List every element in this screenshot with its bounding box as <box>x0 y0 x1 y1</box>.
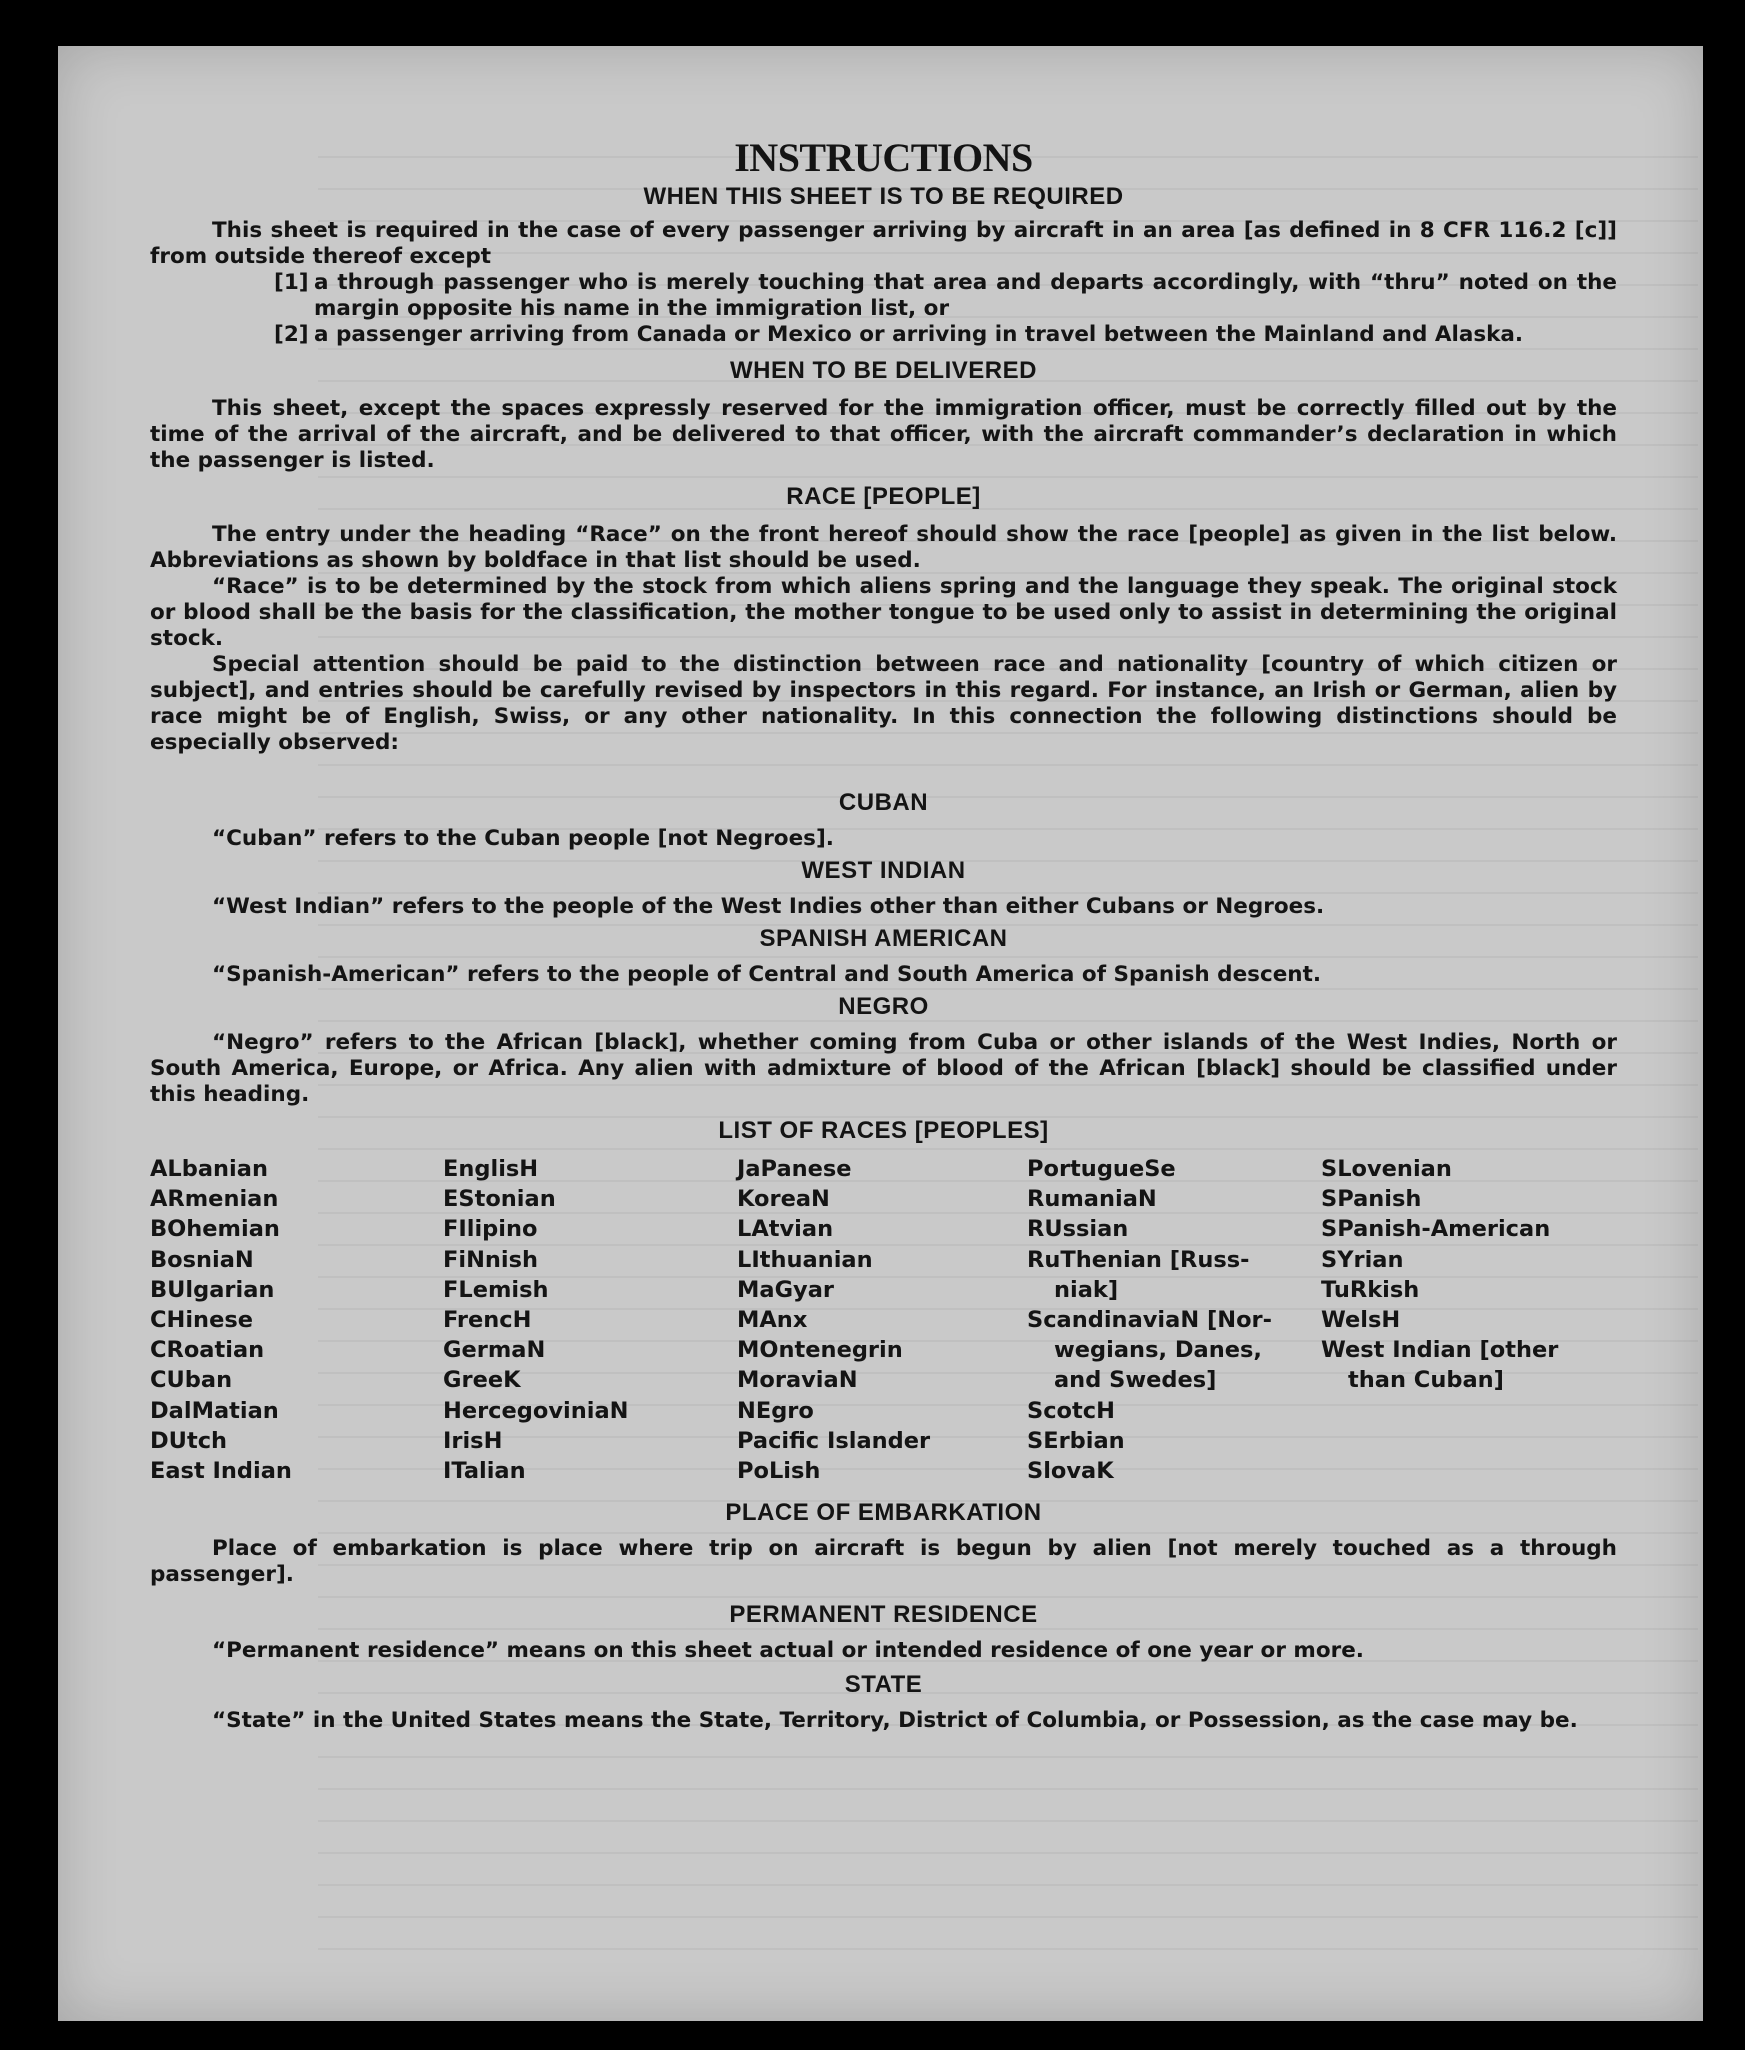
section-state <box>150 1672 1617 1734</box>
state-text: “State” in the United States means the State, Territory, District of Columbia, or Possession, as the case may be. <box>212 1708 1578 1734</box>
race-entry: PortugueSe <box>1027 1156 1176 1182</box>
race-entry: KoreaN <box>737 1186 830 1213</box>
residence-text: “Permanent residence” means on this sheet actual or intended residence of one year or more. <box>212 1638 1364 1664</box>
race-entry: RumaniaN <box>1027 1186 1157 1213</box>
race-entry: CHinese <box>150 1307 253 1334</box>
race-entry: MAnx <box>737 1307 808 1334</box>
race-entry: IrisH <box>443 1427 503 1454</box>
race-paragraph-2: “Race” is to be determined by the stock from which aliens spring and the language they speak. The original stock or blood shall be the basis for the classification, the mother tongue to be used only to assist in determining the original stock. <box>150 574 1617 651</box>
exception-item <box>150 322 1617 348</box>
heading-spanish-american: SPANISH AMERICAN <box>759 925 1008 952</box>
race-paragraph-1: The entry under the heading “Race” on the front hereof should show the race [people] as given in the list below. Abbreviations as shown by boldface in that list should be used. <box>150 522 1617 573</box>
race-entry: SLovenian <box>1321 1156 1452 1182</box>
heading-negro: NEGRO <box>838 993 929 1020</box>
west-indian-text: “West Indian” refers to the people of the West Indies other than either Cubans or Negroes. <box>212 894 1325 919</box>
race-entry: LAtvian <box>737 1216 834 1243</box>
when-delivered-text: This sheet, except the spaces expressly reserved for the immigration officer, must be correctly filled out by the time of the arrival of the aircraft, and be delivered to that officer, with the aircraft commander’s declaration in which the passenger is listed. <box>150 396 1617 473</box>
exception-item <box>150 270 1617 322</box>
heading-when-delivered: WHEN TO BE DELIVERED <box>730 357 1037 384</box>
race-entry: PoLish <box>737 1458 821 1485</box>
race-entry: LIthuanian <box>737 1246 873 1273</box>
race-entry: JaPanese <box>737 1156 852 1182</box>
section-race-list <box>150 1118 1617 1486</box>
race-entry: DUtch <box>150 1427 228 1454</box>
race-entry: SPanish <box>1321 1186 1422 1213</box>
heading-race-list: LIST OF RACES [PEOPLES] <box>718 1117 1049 1144</box>
race-entry: ALbanian <box>150 1156 268 1182</box>
race-entry: DalMatian <box>150 1397 279 1424</box>
race-entry: BosniaN <box>150 1246 254 1273</box>
race-entry: WelsH <box>1321 1307 1401 1334</box>
embarkation-text: Place of embarkation is place where trip on aircraft is begun by alien [not merely touched as a through passenger]. <box>150 1536 1617 1588</box>
race-entry: ScotcH <box>1027 1397 1115 1424</box>
heading-residence: PERMANENT RESIDENCE <box>729 1601 1038 1629</box>
heading-race: RACE [PEOPLE] <box>786 483 981 510</box>
cuban-text: “Cuban” refers to the Cuban people [not Negroes]. <box>212 826 834 851</box>
race-entry: MoraviaN <box>737 1367 858 1394</box>
race-entry: HercegoviniaN <box>443 1397 629 1424</box>
race-entry: West Indian [other <box>1321 1337 1559 1364</box>
race-column <box>150 1154 443 1486</box>
race-entry: BOhemian <box>150 1216 280 1243</box>
race-entry: SErbian <box>1027 1427 1125 1454</box>
heading-state: STATE <box>844 1671 923 1699</box>
section-when-required <box>150 184 1617 348</box>
section-cuban <box>150 790 1617 852</box>
race-entry: RuThenian [Russ- <box>1027 1246 1250 1273</box>
race-entry: NEgro <box>737 1397 814 1424</box>
instructions-content <box>150 135 1617 1734</box>
page-title: INSTRUCTIONS <box>734 135 1033 180</box>
exception-text: a through passenger who is merely touching that area and departs accordingly, with “thru” noted on the margin opposite his name in the immigration list, or <box>314 270 1617 321</box>
race-entry: FIlipino <box>443 1216 538 1243</box>
race-entry: FrencH <box>443 1307 532 1334</box>
race-entry: ARmenian <box>150 1186 279 1213</box>
race-entry-continuation: wegians, Danes, <box>1054 1337 1262 1364</box>
race-entry: SPanish-American <box>1321 1216 1551 1243</box>
race-column <box>1321 1154 1617 1486</box>
race-column <box>737 1154 1027 1486</box>
section-negro <box>150 994 1617 1108</box>
race-entry: Pacific Islander <box>737 1427 931 1454</box>
race-entry: FLemish <box>443 1276 549 1303</box>
race-entry: BUlgarian <box>150 1276 275 1303</box>
race-entry-continuation: and Swedes] <box>1054 1367 1217 1394</box>
race-entry: FiNnish <box>443 1246 539 1273</box>
heading-embarkation: PLACE OF EMBARKATION <box>725 1499 1042 1527</box>
section-when-delivered <box>150 358 1617 474</box>
race-entry: MOntenegrin <box>737 1337 903 1364</box>
race-list-table <box>150 1154 1617 1486</box>
exception-text: a passenger arriving from Canada or Mexico or arriving in travel between the Mainland and Alaska. <box>314 322 1524 347</box>
heading-when-required: WHEN THIS SHEET IS TO BE REQUIRED <box>643 183 1124 210</box>
race-entry: MaGyar <box>737 1276 834 1303</box>
race-column <box>443 1154 737 1486</box>
exception-number: [1] <box>274 270 309 295</box>
section-spanish-american <box>150 926 1617 988</box>
section-race <box>150 484 1617 756</box>
heading-west-indian: WEST INDIAN <box>801 857 966 884</box>
negro-text: “Negro” refers to the African [black], whether coming from Cuba or other islands of the West Indies, North or South America, Europe, or Africa. Any alien with admixture of blood of the African [black] should be classified under this heading. <box>150 1030 1617 1107</box>
race-entry: East Indian <box>150 1458 292 1485</box>
race-column <box>1027 1154 1321 1486</box>
race-entry-continuation: niak] <box>1054 1276 1119 1303</box>
race-entry: SlovaK <box>1027 1458 1114 1485</box>
race-entry-continuation: than Cuban] <box>1348 1367 1504 1394</box>
when-required-intro: This sheet is required in the case of every passenger arriving by aircraft in an area [as defined in 8 CFR 116.2 [c]] from outside thereof except <box>150 218 1617 269</box>
race-paragraph-3: Special attention should be paid to the distinction between race and nationality [country of which citizen or subject], and entries should be carefully revised by inspectors in this regard. For instance, an Irish or German, alien by race might be of English, Swiss, or any other nationality. In this connection the following distinctions should be especially observed: <box>150 652 1617 755</box>
spanish-american-text: “Spanish-American” refers to the people of Central and South America of Spanish descent. <box>212 962 1322 987</box>
race-entry: SYrian <box>1321 1246 1404 1273</box>
race-entry: RUssian <box>1027 1216 1129 1243</box>
race-entry: ScandinaviaN [Nor- <box>1027 1307 1272 1334</box>
exception-number: [2] <box>274 322 309 347</box>
section-residence <box>150 1602 1617 1664</box>
race-entry: CUban <box>150 1367 233 1394</box>
race-entry: TuRkish <box>1321 1276 1420 1303</box>
race-entry: EnglisH <box>443 1156 539 1182</box>
race-entry: GermaN <box>443 1337 546 1364</box>
section-embarkation <box>150 1500 1617 1588</box>
race-entry: CRoatian <box>150 1337 265 1364</box>
race-entry: EStonian <box>443 1186 556 1213</box>
race-entry: GreeK <box>443 1367 521 1394</box>
race-entry: ITalian <box>443 1458 526 1485</box>
section-west-indian <box>150 858 1617 920</box>
heading-cuban: CUBAN <box>838 789 929 816</box>
